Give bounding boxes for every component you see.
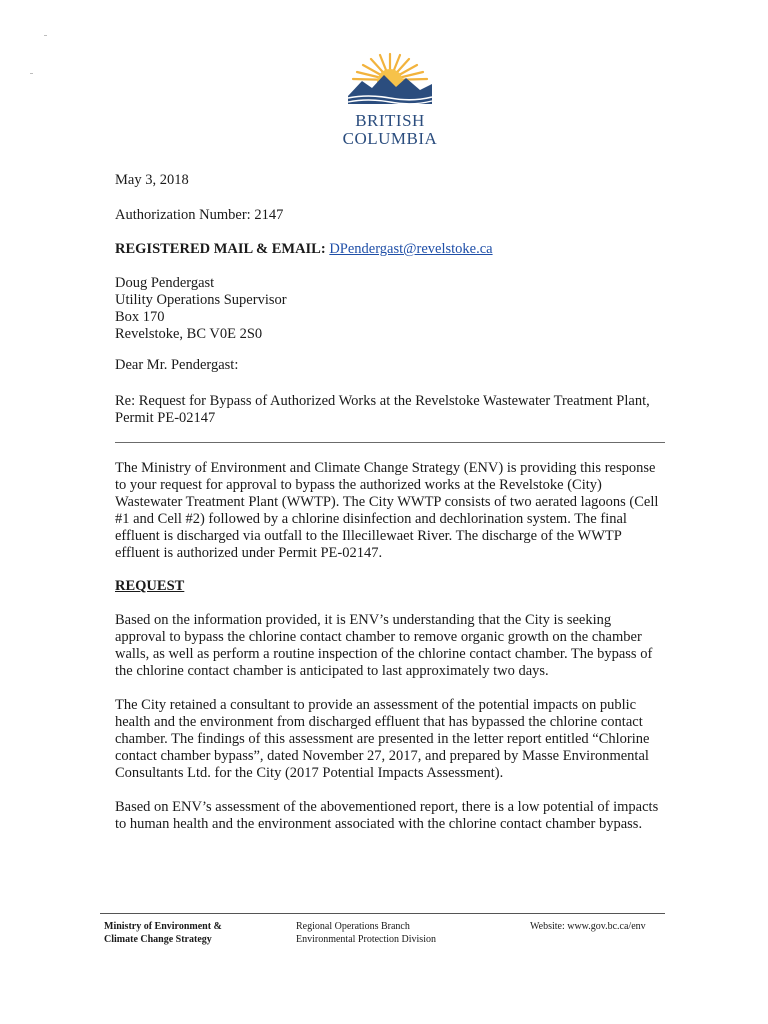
salutation: Dear Mr. Pendergast: <box>115 357 239 373</box>
footer-branch-line-1: Regional Operations Branch <box>296 921 410 932</box>
footer-branch-line-2: Environmental Protection Division <box>296 934 436 945</box>
address-line: Doug Pendergast <box>115 275 215 291</box>
footer-ministry <box>104 920 222 946</box>
bc-logo <box>330 50 450 158</box>
footer-ministry-line-2: Climate Change Strategy <box>104 934 212 945</box>
authorization-number: Authorization Number: 2147 <box>115 207 284 223</box>
footer-branch <box>296 920 436 946</box>
email-link[interactable]: DPendergast@revelstoke.ca <box>329 241 493 257</box>
footer-divider <box>100 913 665 914</box>
brand-wordmark <box>330 112 450 148</box>
delivery-line <box>115 241 493 258</box>
section-heading-request: REQUEST <box>115 578 185 594</box>
body-paragraph-2: Based on the information provided, it is ENV’s understanding that the City is seeking approval to bypass the chlorine contact chamber to remove organic growth on the chamber walls, as well as perform a routine inspection of the chlorine contact chamber. The bypass of the chlorine contact chamber is anticipated to last approximately two days. <box>115 612 653 679</box>
brand-line-2: COLUMBIA <box>342 129 438 148</box>
divider <box>115 442 665 443</box>
recipient-address <box>115 275 287 343</box>
scan-mark <box>30 73 33 74</box>
sunrise-mountains-icon <box>344 50 436 108</box>
registered-mail-label: REGISTERED MAIL & EMAIL: <box>115 241 326 257</box>
body-paragraph-1: The Ministry of Environment and Climate Change Strategy (ENV) is providing this response to your request for approval to bypass the authorized works at the Revelstoke (City) Wastewater Treatment Plant (WWTP). The City WWTP consists of two aerated lagoons (Cell #1 and Cell #2) followed by a chlorine disinfection and dechlorination system. The final effluent is discharged via outfall to the Illecillewaet River. The discharge of the WWTP effluent is authorized under Permit PE-02147. <box>115 460 659 561</box>
body-paragraph-4: Based on ENV’s assessment of the abovementioned report, there is a low potential of impacts to human health and the environment associated with the chlorine contact chamber bypass. <box>115 799 659 832</box>
scan-mark <box>44 35 47 36</box>
subject-line: Re: Request for Bypass of Authorized Works at the Revelstoke Wastewater Treatment Plant, Permit PE-02147 <box>115 393 650 426</box>
address-line: Utility Operations Supervisor <box>115 292 287 308</box>
footer-website: Website: www.gov.bc.ca/env <box>530 921 646 932</box>
letter-date: May 3, 2018 <box>115 172 189 188</box>
address-line: Box 170 <box>115 309 165 325</box>
footer-ministry-line-1: Ministry of Environment & <box>104 921 222 932</box>
body-paragraph-3: The City retained a consultant to provide an assessment of the potential impacts on public health and the environment from discharged effluent that has bypassed the chlorine contact chamber. The findings of this assessment are presented in the letter report entitled “Chlorine contact chamber bypass”, dated November 27, 2017, and prepared by Masse Environmental Consultants Ltd. for the City (2017 Potential Impacts Assessment). <box>115 697 650 781</box>
brand-line-1: BRITISH <box>355 111 425 130</box>
address-line: Revelstoke, BC V0E 2S0 <box>115 326 263 342</box>
